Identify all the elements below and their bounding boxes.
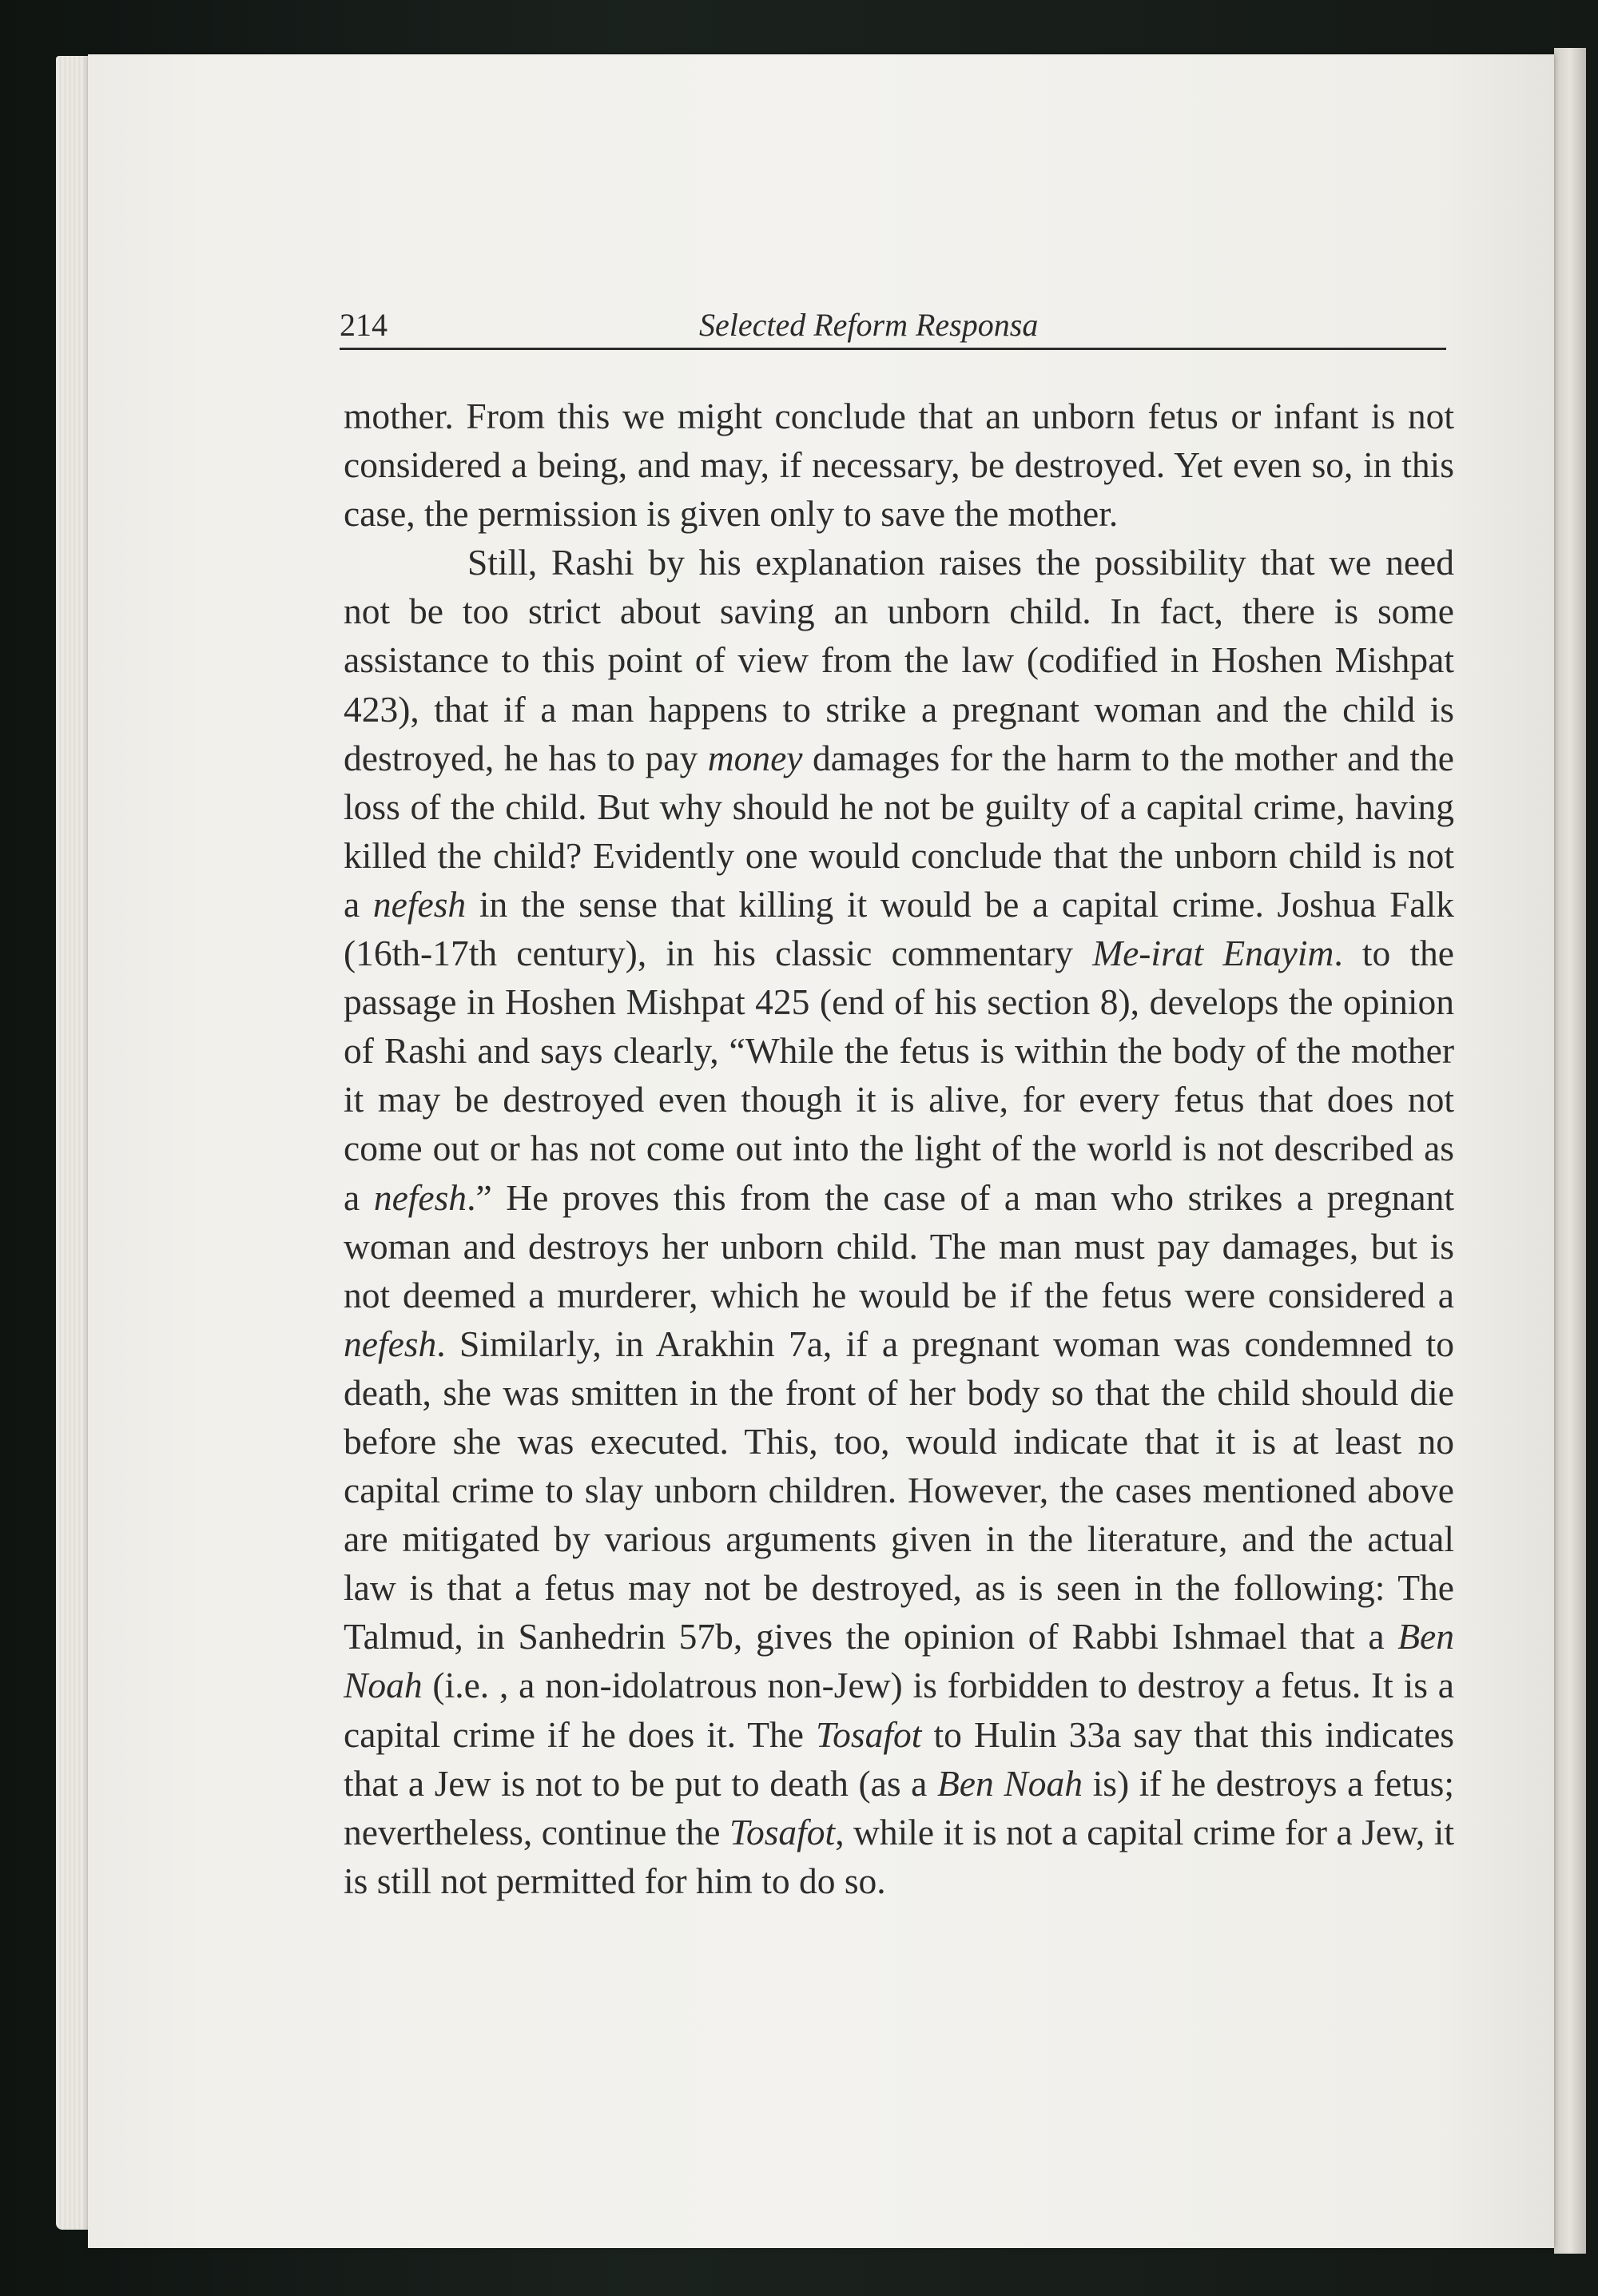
italic-term: Me-irat Enayim [1092,933,1334,974]
text-run: (i.e. , a non-idolatrous non-Jew) is forbidden to destroy a fetus. It is a capital crime if he does it. The [344,1665,1454,1755]
italic-term: nefesh [372,883,467,925]
adjacent-page-edge [1554,48,1586,2254]
text-run: damages for the harm to the mother and the loss of the child. But why should he not be guilty of a capital crime, having killed the child? Evidently one would conclude that the unborn child is not a [344,737,1454,925]
italic-term: money [707,737,803,778]
italic-term: nefesh [373,1176,467,1218]
running-header [340,300,1446,350]
paragraph-2 [344,538,1454,1905]
page-number: 214 [340,307,388,343]
italic-term: Ben Noah [937,1762,1083,1804]
text-run: in the sense that killing it would be a capital crime. Joshua Falk (16th-17th century), in his classic commentary [344,883,1454,974]
italic-term: Ben Noah [344,1616,1454,1706]
paragraph-1: mother. From this we might conclude that an unborn fetus or infant is not considered a being, and may, if necessary, be destroyed. Yet even so, in this case, the permission is given only to save the mother. [344,396,1454,535]
text-run: is) if he destroys a fetus; nevertheless, continue the [344,1762,1454,1852]
text-run: to Hulin 33a say that this indicates that a Jew is not to be put to death (as a [344,1713,1454,1804]
running-title: Selected Reform Responsa [699,307,1039,343]
text-run: , while it is not a capital crime for a Jew, it is still not permitted for him to do so. [344,1811,1454,1901]
italic-term: Tosafot [816,1713,922,1755]
text-run: . to the passage in Hoshen Mishpat 425 (end of his section 8), develops the opinion of Rashi and says clearly, “While the fetus is within the body of the mother it may be destroyed even though it is alive, for every fetus that does not come out or has not come out into the light of the world is not described as a [344,933,1454,1218]
italic-term: nefesh [344,1323,437,1364]
text-run: . Similarly, in Arakhin 7a, if a pregnant woman was condemned to death, she was smitten in the front of her body so that the child should die before she was executed. This, too, would indicate that it is at least no capital crime to slay unborn children. However, the cases mentioned above are mitigated by various arguments given in the literature, and the actual law is that a fetus may not be destroyed, as is seen in the following: The Talmud, in Sanhedrin 57b, gives the opinion of Rabbi Ishmael that a [344,1323,1454,1657]
text-run: .” He proves this from the case of a man who strikes a pregnant woman and destroys her unborn child. The man must pay damages, but is not deemed a murderer, which he would be if the fetus were considered a [344,1176,1454,1315]
italic-term: Tosafot [729,1811,836,1852]
text-run: Still, Rashi by his explanation raises the possibility that we need not be too strict about saving an unborn child. In fact, there is some assistance to this point of view from the law (codified in Hoshen Mishpat 423), that if a man happens to strike a pregnant woman and the child is destroyed, he has to pay [344,542,1454,778]
body-text [344,392,1454,1905]
